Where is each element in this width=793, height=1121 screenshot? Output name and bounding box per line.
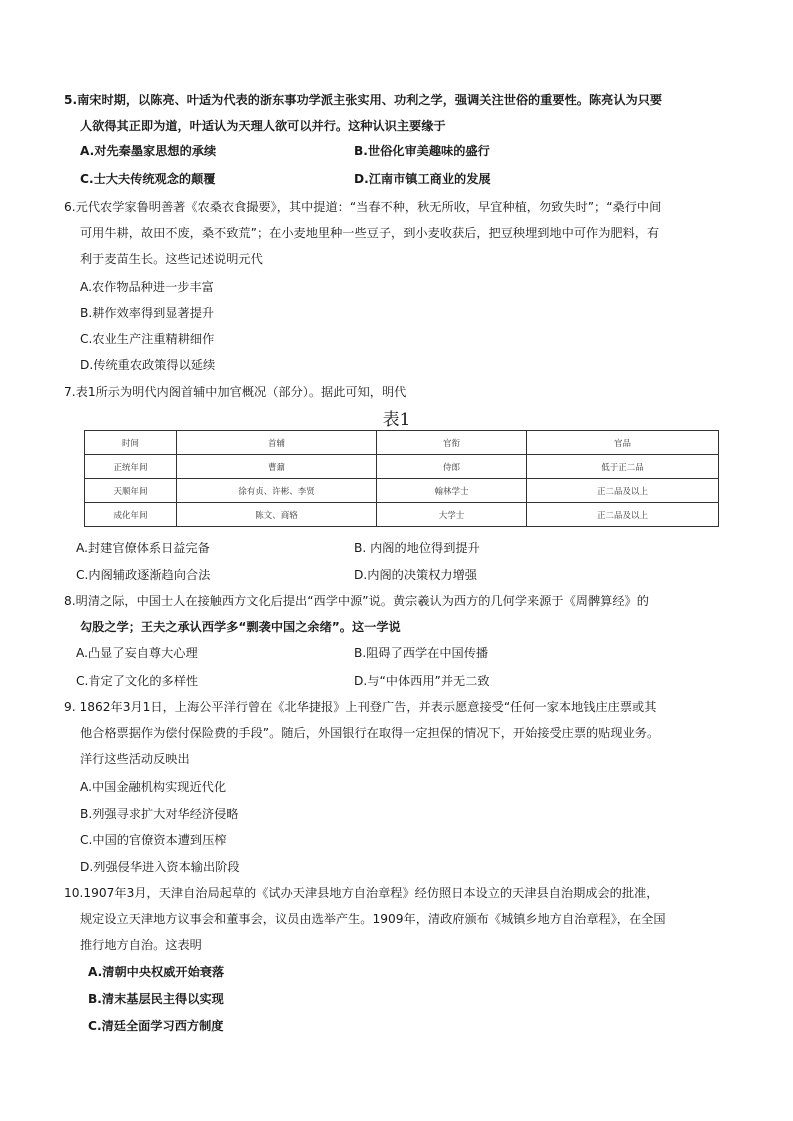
q6-option-d[interactable]: D.传统重农政策得以延续 <box>80 358 216 372</box>
table-row <box>85 455 719 479</box>
table-cell: 翰林学士 <box>377 479 527 503</box>
q6-stem-line2: 可用牛耕，故田不废，桑不致荒”；在小麦地里种一些豆子，到小麦收获后，把豆秧埋到地中可作为肥料，有 <box>80 226 660 240</box>
q8-option-a[interactable]: A.凸显了妄自尊大心理 <box>76 646 198 660</box>
q9-stem-line1: 9. 1862年3月1日，上海公平洋行曾在《北华捷报》上刊登广告，并表示愿意接受“任何一家本地钱庄庄票或其 <box>64 700 657 714</box>
q6-option-b[interactable]: B.耕作效率得到显著提升 <box>80 306 215 320</box>
q9-option-a[interactable]: A.中国金融机构实现近代化 <box>80 780 227 794</box>
table-cell: 低于正二品 <box>527 455 719 479</box>
q5-option-a[interactable]: A.对先秦墨家思想的承续 <box>80 144 217 158</box>
q9-stem-line3: 洋行这些活动反映出 <box>80 752 190 766</box>
q7-option-b[interactable]: B. 内阁的地位得到提升 <box>354 541 480 555</box>
table-cell: 曹鼐 <box>177 455 377 479</box>
q9-option-c[interactable]: C.中国的官僚资本遭到压榨 <box>80 833 227 847</box>
q10-option-b[interactable]: B.清末基层民主得以实现 <box>88 992 224 1006</box>
official-rank-table <box>84 430 719 527</box>
q10-option-a[interactable]: A.清朝中央权威开始衰落 <box>88 965 225 979</box>
table-cell: 成化年间 <box>85 503 177 527</box>
q9-stem-line2: 他合格票据作为偿付保险费的手段”。随后，外国银行在取得一定担保的情况下，开始接受庄票的贴现业务。 <box>80 726 660 740</box>
q5-stem-line1: 5.南宋时期，以陈亮、叶适为代表的浙东事功学派主张实用、功利之学，强调关注世俗的重要性。陈亮认为只要 <box>64 93 663 107</box>
table-cell: 正二品及以上 <box>527 479 719 503</box>
q8-stem-line2: 勾股之学；王夫之承认西学多“剽袭中国之余绪”。这一学说 <box>80 620 401 634</box>
q7-option-c[interactable]: C.内阁辅政逐渐趋向合法 <box>76 568 211 582</box>
table-header-cell: 官品 <box>527 431 719 455</box>
q9-option-b[interactable]: B.列强寻求扩大对华经济侵略 <box>80 807 239 821</box>
q6-option-a[interactable]: A.农作物品种进一步丰富 <box>80 280 214 294</box>
q10-stem-line1: 10.1907年3月，天津自治局起草的《试办天津县地方自治章程》经仿照日本设立的天津县自治期成会的批准， <box>64 886 659 900</box>
q5-option-d[interactable]: D.江南市镇工商业的发展 <box>354 172 491 186</box>
q10-stem-line3: 推行地方自治。这表明 <box>80 938 202 952</box>
q5-option-b[interactable]: B.世俗化审美趣味的盛行 <box>354 144 490 158</box>
q6-stem-line3: 利于麦苗生长。这些记述说明元代 <box>80 252 263 266</box>
table-header-cell: 官衔 <box>377 431 527 455</box>
table-cell: 徐有贞、许彬、李贤 <box>177 479 377 503</box>
table-cell: 陈文、商辂 <box>177 503 377 527</box>
table-row <box>85 479 719 503</box>
table-cell: 侍郎 <box>377 455 527 479</box>
q6-stem-line1: 6.元代农学家鲁明善著《农桑衣食撮要》，其中提道：“当春不种，秋无所收，早宜种植，勿致失时”；“桑行中间 <box>64 200 662 214</box>
table-header-row <box>85 431 719 455</box>
q7-stem-line1: 7.表1所示为明代内阁首辅中加官概况（部分）。据此可知，明代 <box>64 385 407 399</box>
table-cell: 正统年间 <box>85 455 177 479</box>
table-cell: 大学士 <box>377 503 527 527</box>
q8-option-c[interactable]: C.肯定了文化的多样性 <box>76 674 199 688</box>
q9-option-d[interactable]: D.列强侵华进入资本输出阶段 <box>80 860 240 874</box>
q5-option-c[interactable]: C.士大夫传统观念的颠覆 <box>80 172 216 186</box>
q7-option-d[interactable]: D.内阁的决策权力增强 <box>354 568 477 582</box>
table-header-cell: 首辅 <box>177 431 377 455</box>
table-row <box>85 503 719 527</box>
q10-option-c[interactable]: C.清廷全面学习西方制度 <box>88 1019 224 1033</box>
table-cell: 天顺年间 <box>85 479 177 503</box>
q6-option-c[interactable]: C.农业生产注重精耕细作 <box>80 332 215 346</box>
table-caption: 表1 <box>382 410 411 430</box>
table-cell: 正二品及以上 <box>527 503 719 527</box>
table-header-cell: 时间 <box>85 431 177 455</box>
q8-option-d[interactable]: D.与“中体西用”并无二致 <box>354 674 490 688</box>
q7-option-a[interactable]: A.封建官僚体系日益完备 <box>76 541 210 555</box>
q10-stem-line2: 规定设立天津地方议事会和董事会，议员由选举产生。1909年，清政府颁布《城镇乡地方自治章程》，在全国 <box>80 912 666 926</box>
q8-stem-line1: 8.明清之际，中国士人在接触西方文化后提出“西学中源”说。黄宗羲认为西方的几何学来源于《周髀算经》的 <box>64 594 649 608</box>
q5-stem-line2: 人欲得其正即为道，叶适认为天理人欲可以并行。这种认识主要缘于 <box>80 119 446 133</box>
q8-option-b[interactable]: B.阻碍了西学在中国传播 <box>354 646 489 660</box>
